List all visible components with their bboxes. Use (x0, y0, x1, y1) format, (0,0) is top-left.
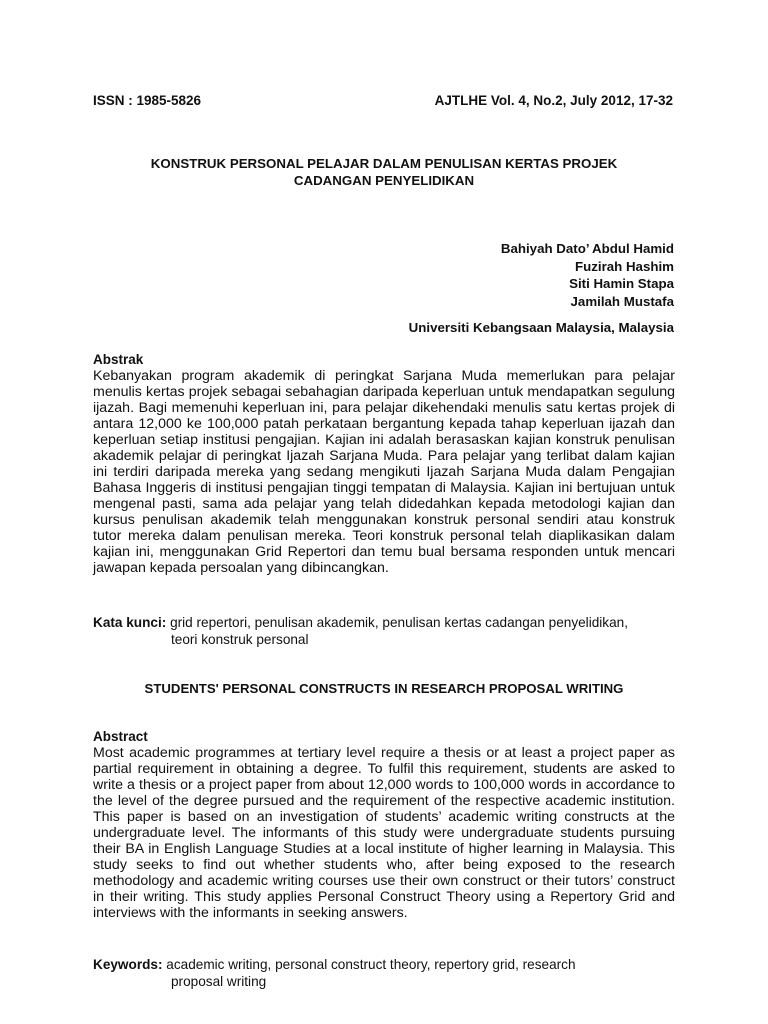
malay-title-line-1: KONSTRUK PERSONAL PELAJAR DALAM PENULISAN KERTAS PROJEK (150, 156, 618, 171)
keywords (93, 957, 675, 990)
abstract-heading: Abstract (93, 729, 148, 744)
kata-kunci-label: Kata kunci: (93, 615, 167, 630)
abstract-body: Most academic programmes at tertiary level require a thesis or at least a project paper as partial requirement in obtaining a degree. To fulfil this requirement, students are asked to write a thesis or a project paper from about 12,000 words to 100,000 words in accordance to the level of the degree pursued and the requirement of the respective academic institution. This paper is based on an investigation of students’ academic writing constructs at the undergraduate level. The informants of this study were undergraduate students pursuing their BA in English Language Studies at a local institute of higher learning in Malaysia. This study seeks to find out whether students who, after being exposed to the research methodology and academic writing courses use their own construct or their tutors’ construct in their writing. This study applies Personal Construct Theory using a Repertory Grid and interviews with the informants in seeking answers. (93, 745, 675, 921)
author-1: Bahiyah Dato’ Abdul Hamid (500, 241, 674, 256)
kata-kunci-line-2: teori konstruk personal (171, 631, 309, 647)
affiliation: Universiti Kebangsaan Malaysia, Malaysia (408, 320, 674, 335)
keywords-label: Keywords: (93, 957, 163, 972)
author-3: Siti Hamin Stapa (569, 276, 674, 291)
english-title: STUDENTS' PERSONAL CONSTRUCTS IN RESEARCH PROPOSAL WRITING (144, 681, 624, 696)
keywords-line-1: academic writing, personal construct theory, repertory grid, research (166, 957, 576, 972)
issn-label: ISSN : 1985-5826 (93, 93, 202, 108)
journal-citation: AJTLHE Vol. 4, No.2, July 2012, 17-32 (434, 93, 673, 108)
malay-title-line-2: CADANGAN PENYELIDIKAN (293, 173, 475, 188)
abstrak-body: Kebanyakan program akademik di peringkat Sarjana Muda memerlukan para pelajar menulis kertas projek sebagai sebahagian daripada keperluan untuk mendapatkan segulung ijazah. Bagi memenuhi keperluan ini, para pelajar dikehendaki menulis satu kertas projek di antara 12,000 ke 100,000 patah perkataan bergantung kepada tahap keperluan ijazah dan keperluan setiap institusi pengajian. Kajian ini adalah berasaskan kajian konstruk penulisan akademik pelajar di peringkat Ijazah Sarjana Muda. Para pelajar yang terlibat dalam kajian ini terdiri daripada mereka yang sedang mengikuti Ijazah Sarjana Muda dalam Pengajian Bahasa Inggeris di institusi pengajian tinggi tempatan di Malaysia. Kajian ini bertujuan untuk mengenal pasti, sama ada pelajar yang telah didedahkan kepada metodologi kajian dan kursus penulisan akademik telah menggunakan konstruk personal sendiri atau konstruk tutor mereka dalam penulisan mereka. Teori konstruk personal telah diaplikasikan dalam kajian ini, menggunakan Grid Repertori dan temu bual bersama responden untuk mencari jawapan kepada persoalan yang dibincangkan. (93, 368, 675, 576)
author-list (501, 240, 674, 310)
keywords-line-2: proposal writing (171, 973, 267, 989)
abstrak-heading: Abstrak (93, 352, 144, 367)
author-2: Fuzirah Hashim (574, 258, 674, 274)
kata-kunci-line-1: grid repertori, penulisan akademik, penulisan kertas cadangan penyelidikan, (170, 615, 629, 630)
author-4: Jamilah Mustafa (570, 293, 674, 309)
kata-kunci (93, 615, 675, 648)
malay-title (93, 155, 675, 189)
